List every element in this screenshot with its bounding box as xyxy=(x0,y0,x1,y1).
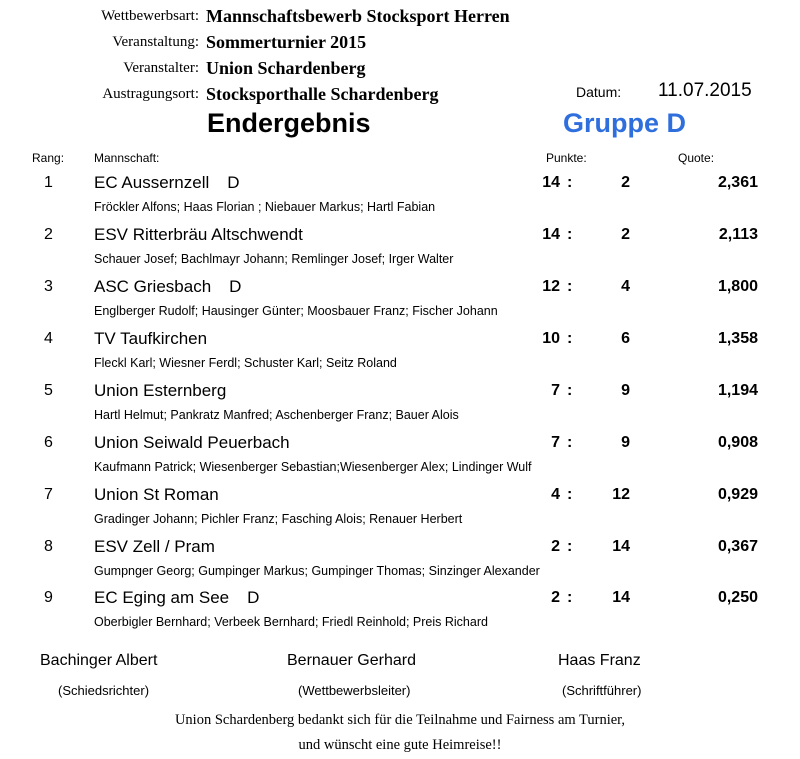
quote-value: 0,908 xyxy=(717,434,758,451)
points-for: 12 xyxy=(542,278,560,295)
rank: 2 xyxy=(44,226,53,243)
points-for: 14 xyxy=(542,174,560,191)
table-row xyxy=(0,382,800,434)
page-title: Endergebnis xyxy=(207,108,371,138)
players: Kaufmann Patrick; Wiesenberger Sebastian;Wiesenberger Alex; Lindinger Wulf xyxy=(94,460,532,474)
team-label: ESV Zell / Pram xyxy=(94,537,215,556)
column-header-points: Punkte: xyxy=(546,151,587,165)
points-against: 9 xyxy=(621,382,630,399)
team-label: Union Esternberg xyxy=(94,381,227,400)
points-against: 12 xyxy=(612,486,630,503)
competition-type-label: Wettbewerbsart: xyxy=(101,8,199,24)
table-row xyxy=(0,589,800,641)
event-value: Sommerturnier 2015 xyxy=(206,32,367,52)
table-row xyxy=(0,226,800,278)
table-row xyxy=(0,538,800,590)
footer-thanks: Union Schardenberg bedankt sich für die Teilnahme und Fairness am Turnier, xyxy=(174,712,626,728)
rank: 4 xyxy=(44,330,53,347)
column-header-quote: Quote: xyxy=(678,151,715,165)
venue-value: Stocksporthalle Schardenberg xyxy=(206,84,439,104)
players: Fleckl Karl; Wiesner Ferdl; Schuster Karl; Seitz Roland xyxy=(94,356,397,370)
points-for: 7 xyxy=(551,434,560,451)
group-tag: D xyxy=(247,588,260,607)
team-name xyxy=(94,433,308,453)
date-label: Datum: xyxy=(576,84,622,100)
group-tag: D xyxy=(227,173,240,192)
points-for: 2 xyxy=(551,538,560,555)
rank: 1 xyxy=(44,174,53,191)
team-name xyxy=(94,485,237,505)
rank: 9 xyxy=(44,589,53,606)
quote-value: 2,113 xyxy=(718,226,758,243)
table-row xyxy=(0,330,800,382)
team-label: ESV Ritterbräu Altschwendt xyxy=(94,225,303,244)
points-for: 7 xyxy=(551,382,560,399)
quote-value: 0,929 xyxy=(717,486,758,503)
secretary-role: (Schriftführer) xyxy=(562,683,642,698)
table-row xyxy=(0,278,800,330)
team-label: TV Taufkirchen xyxy=(94,329,208,348)
footer-farewell: und wünscht eine gute Heimreise!! xyxy=(298,737,502,753)
points-against: 2 xyxy=(621,174,630,191)
date-value: 11.07.2015 xyxy=(658,80,752,101)
column-header-rank: Rang: xyxy=(32,151,65,165)
quote-value: 2,361 xyxy=(717,174,758,191)
points-separator: : xyxy=(567,538,573,555)
rank: 3 xyxy=(44,278,53,295)
team-name xyxy=(94,537,233,557)
team-name xyxy=(94,329,225,349)
rank: 7 xyxy=(44,486,53,503)
competition-type-value: Mannschaftsbewerb Stocksport Herren xyxy=(206,6,510,26)
points-separator: : xyxy=(567,174,573,191)
points-against: 4 xyxy=(621,278,630,295)
team-label: Union St Roman xyxy=(94,485,219,504)
quote-value: 1,194 xyxy=(717,382,758,399)
points-separator: : xyxy=(567,278,573,295)
quote-value: 1,358 xyxy=(717,330,758,347)
competition-director-role: (Wettbewerbsleiter) xyxy=(298,683,411,698)
points-for: 4 xyxy=(551,486,560,503)
secretary-name: Haas Franz xyxy=(558,652,641,669)
points-separator: : xyxy=(567,382,573,399)
points-for: 2 xyxy=(551,589,560,606)
points-against: 9 xyxy=(621,434,630,451)
referee-role: (Schiedsrichter) xyxy=(58,683,150,698)
players: Fröckler Alfons; Haas Florian ; Niebauer Markus; Hartl Fabian xyxy=(94,200,436,214)
organizer-label: Veranstalter: xyxy=(123,60,199,76)
team-name xyxy=(94,225,321,245)
organizer-value: Union Schardenberg xyxy=(206,58,366,78)
team-label: EC Aussernzell xyxy=(94,173,210,192)
team-label: ASC Griesbach xyxy=(94,277,212,296)
column-header-team: Mannschaft: xyxy=(94,151,160,165)
players: Schauer Josef; Bachlmayr Johann; Remlinger Josef; Irger Walter xyxy=(94,252,454,266)
points-for: 14 xyxy=(542,226,560,243)
players: Englberger Rudolf; Hausinger Günter; Moosbauer Franz; Fischer Johann xyxy=(94,304,498,318)
rank: 8 xyxy=(44,538,53,555)
venue-label: Austragungsort: xyxy=(102,86,199,102)
team-name xyxy=(94,173,240,193)
points-separator: : xyxy=(567,226,573,243)
team-name xyxy=(94,588,259,608)
players: Hartl Helmut; Pankratz Manfred; Aschenberger Franz; Bauer Alois xyxy=(94,408,459,422)
table-row xyxy=(0,434,800,486)
points-separator: : xyxy=(567,486,573,503)
event-label: Veranstaltung: xyxy=(112,34,199,50)
quote-value: 0,367 xyxy=(717,538,758,555)
quote-value: 0,250 xyxy=(717,589,758,606)
players: Gumpnger Georg; Gumpinger Markus; Gumpinger Thomas; Sinzinger Alexander xyxy=(94,564,540,578)
rank: 5 xyxy=(44,382,53,399)
referee-name: Bachinger Albert xyxy=(40,652,158,669)
points-for: 10 xyxy=(542,330,560,347)
team-label: EC Eging am See xyxy=(94,588,230,607)
group-title: Gruppe D xyxy=(563,108,687,138)
team-name xyxy=(94,277,241,297)
team-name xyxy=(94,381,244,401)
competition-director-name: Bernauer Gerhard xyxy=(287,652,416,669)
points-against: 14 xyxy=(612,538,630,555)
points-separator: : xyxy=(567,330,573,347)
rank: 6 xyxy=(44,434,53,451)
players: Gradinger Johann; Pichler Franz; Fasching Alois; Renauer Herbert xyxy=(94,512,463,526)
table-row xyxy=(0,174,800,226)
points-against: 6 xyxy=(621,330,630,347)
players: Oberbigler Bernhard; Verbeek Bernhard; Friedl Reinhold; Preis Richard xyxy=(94,615,488,629)
table-row xyxy=(0,486,800,538)
points-against: 2 xyxy=(621,226,630,243)
group-tag: D xyxy=(229,277,242,296)
team-label: Union Seiwald Peuerbach xyxy=(94,433,290,452)
quote-value: 1,800 xyxy=(717,278,758,295)
points-separator: : xyxy=(567,434,573,451)
points-separator: : xyxy=(567,589,573,606)
points-against: 14 xyxy=(612,589,630,606)
